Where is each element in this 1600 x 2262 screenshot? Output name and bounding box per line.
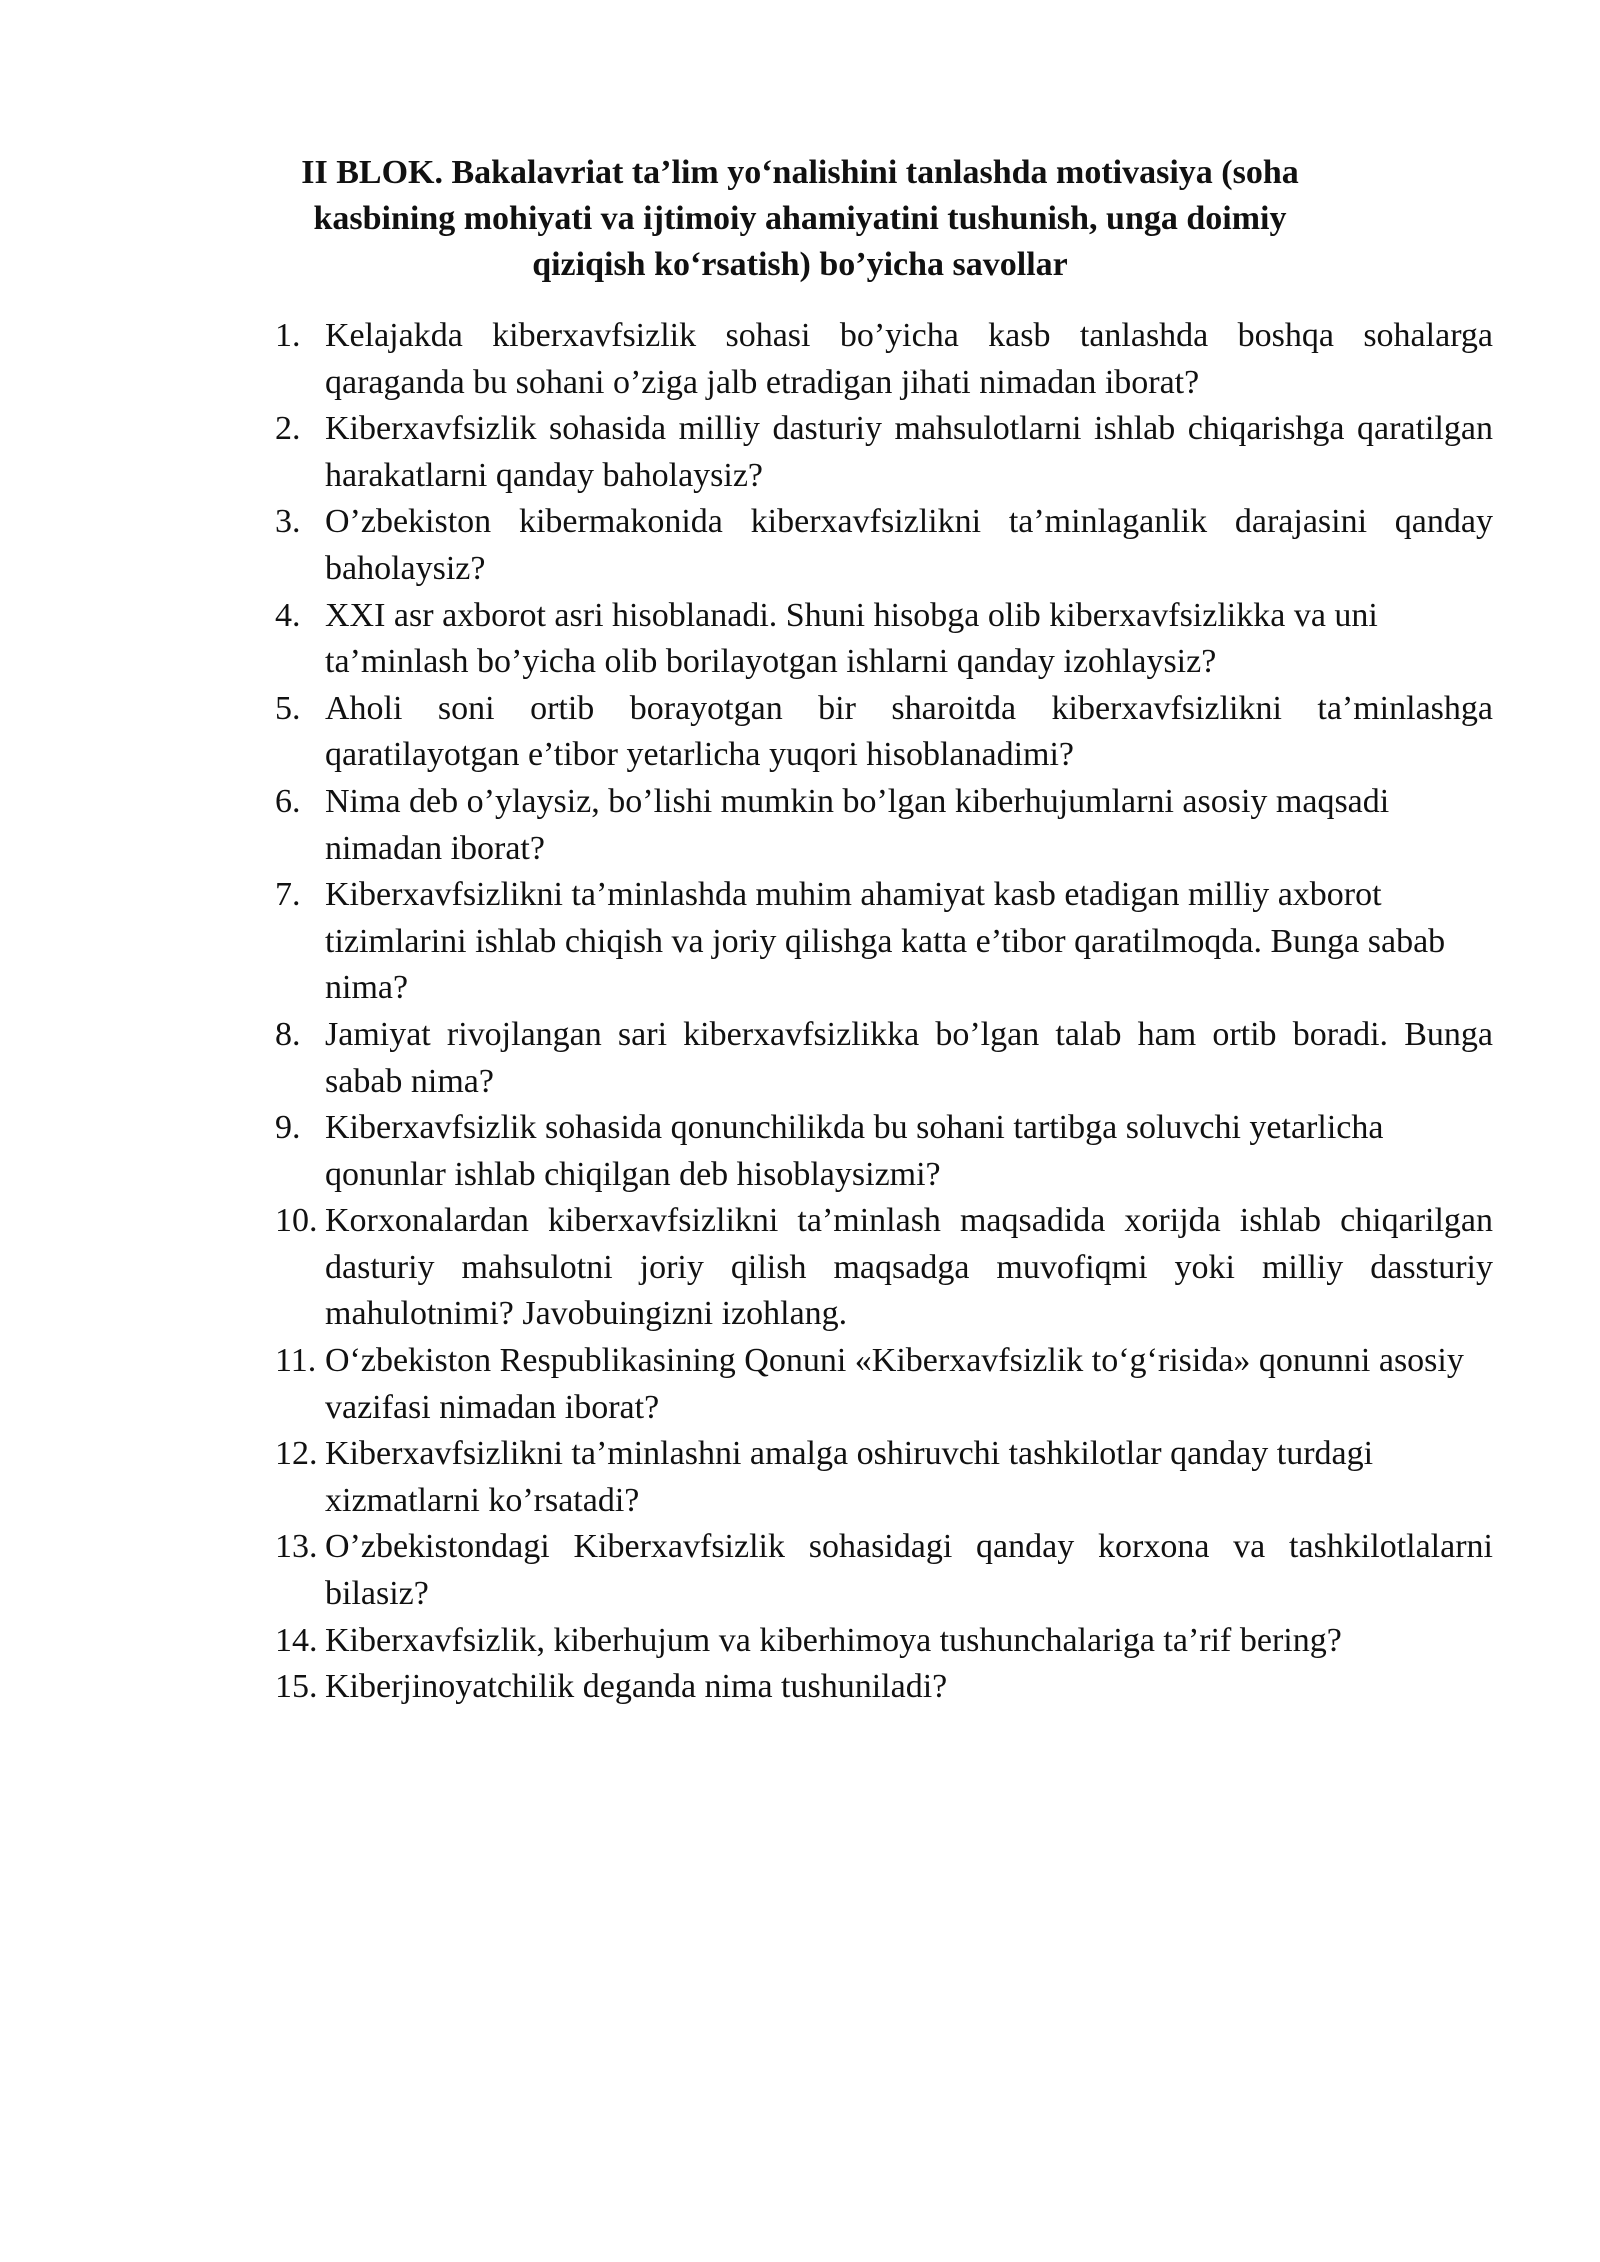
question-text: Aholi soni ortib borayotgan bir sharoitda kiberxavfsizlikni ta’minlashga qaratilayotgan e’tibor yetarlicha yuqori hisoblanadimi? — [325, 689, 1493, 774]
question-number: 9. — [275, 1109, 301, 1147]
question-item — [275, 779, 1493, 872]
question-item — [275, 1664, 1493, 1711]
question-number: 15. — [275, 1668, 318, 1706]
question-number: 1. — [275, 317, 301, 354]
question-item — [275, 499, 1493, 592]
question-item — [275, 1618, 1493, 1665]
question-item — [275, 872, 1493, 1012]
question-number: 11. — [275, 1342, 317, 1380]
question-number: 4. — [275, 596, 301, 634]
question-text: O’zbekistondagi Kiberxavfsizlik sohasidagi qanday korxona va tashkilotlalarni bilasiz? — [325, 1528, 1493, 1613]
question-number: 13. — [275, 1528, 318, 1566]
question-number: 7. — [275, 876, 301, 914]
question-item — [275, 1524, 1493, 1617]
question-number: 5. — [275, 689, 301, 727]
question-list — [275, 313, 1493, 1711]
question-item — [275, 686, 1493, 779]
question-number: 2. — [275, 410, 301, 448]
question-text: Nima deb o’ylaysiz, bo’lishi mumkin bo’lgan kiberhujumlarni asosiy maqsadi nimadan iborat? — [325, 782, 1390, 867]
question-text: Jamiyat rivojlangan sari kiberxavfsizlikka bo’lgan talab ham ortib boradi. Bunga sabab nima? — [325, 1015, 1493, 1100]
question-text: Korxonalardan kiberxavfsizlikni ta’minlash maqsadida xorijda ishlab chiqarilgan dasturiy mahsulotni joriy qilish maqsadga muvofiqmi yoki milliy dassturiy mahulotnimi? Javobuingizni izohlang. — [325, 1202, 1493, 1333]
question-number: 8. — [275, 1015, 301, 1053]
question-number: 12. — [275, 1435, 318, 1473]
question-item — [275, 1338, 1493, 1431]
question-text: Kiberxavfsizlik sohasida qonunchilikda bu sohani tartibga soluvchi yetarlicha qonunlar ishlab chiqilgan deb hisoblaysizmi? — [325, 1109, 1384, 1193]
question-number: 10. — [275, 1202, 318, 1240]
question-text: XXI asr axborot asri hisoblanadi. Shuni hisobga olib kiberxavfsizlikka va uni ta’minlash bo’yicha olib borilayotgan ishlarni qanday izohlaysiz? — [325, 596, 1378, 681]
question-number: 6. — [275, 782, 301, 820]
question-text: Kiberxavfsizlikni ta’minlashda muhim ahamiyat kasb etadigan milliy axborot tizimlarini ishlab chiqish va joriy qilishga katta e’tibor qaratilmoqda. Bunga sabab nima? — [325, 876, 1446, 1007]
question-number: 3. — [275, 503, 301, 541]
question-item — [275, 406, 1493, 499]
question-item — [275, 1431, 1493, 1524]
question-number: 14. — [275, 1621, 318, 1659]
question-item — [275, 313, 1493, 406]
question-text: Kiberjinoyatchilik deganda nima tushuniladi? — [325, 1668, 948, 1706]
question-item — [275, 1105, 1493, 1198]
question-text: Kiberxavfsizlik sohasida milliy dasturiy mahsulotlarni ishlab chiqarishga qaratilgan harakatlarni qanday baholaysiz? — [325, 410, 1493, 494]
question-text: O‘zbekiston Respublikasining Qonuni «Kiberxavfsizlik to‘g‘risida» qonunni asosiy vazifasi nimadan iborat? — [325, 1342, 1464, 1426]
question-text: Kelajakda kiberxavfsizlik sohasi bo’yicha kasb tanlashda boshqa sohalarga qaraganda bu sohani o’ziga jalb etradigan jihati nimadan iborat? — [325, 317, 1493, 401]
question-item — [275, 593, 1493, 686]
question-item — [275, 1198, 1493, 1338]
question-text: Kiberxavfsizlik, kiberhujum va kiberhimoya tushunchalariga ta’rif bering? — [325, 1621, 1342, 1659]
question-text: Kiberxavfsizlikni ta’minlashni amalga oshiruvchi tashkilotlar qanday turdagi xizmatlarni ko’rsatadi? — [325, 1435, 1374, 1519]
section-title: II BLOK. Bakalavriat ta’lim yo‘nalishini tanlashda motivasiya (soha kasbining mohiyati va ijtimoiy ahamiyatini tushunish, unga doimiy qiziqish ko‘rsatish) bo’yicha savollar — [301, 154, 1299, 283]
question-text: O’zbekiston kibermakonida kiberxavfsizlikni ta’minlaganlik darajasini qanday baholaysiz? — [325, 503, 1493, 587]
question-item — [275, 1012, 1493, 1105]
